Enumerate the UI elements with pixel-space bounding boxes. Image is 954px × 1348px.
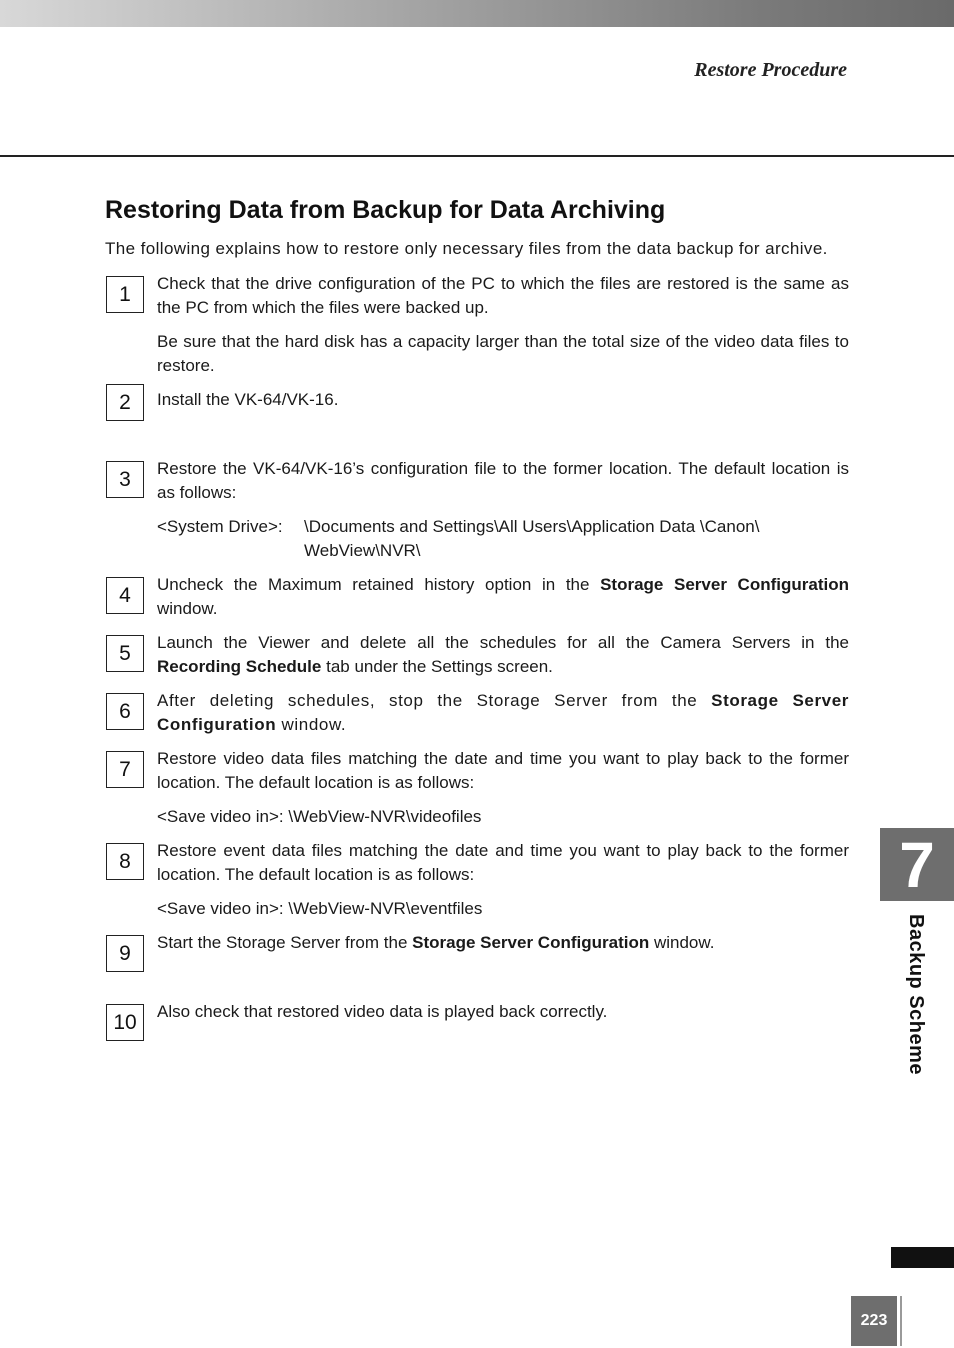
bold-term: Storage Server Configuration <box>600 575 849 594</box>
step-path: <Save video in>: \WebView-NVR\videofiles <box>157 807 482 826</box>
step-4 <box>105 573 849 621</box>
side-marker-block <box>891 1247 954 1268</box>
bold-term: Storage Server Configuration <box>412 933 650 952</box>
section-title: Restoring Data from Backup for Data Archiving <box>105 196 666 224</box>
bold-term: Recording Schedule <box>157 657 322 676</box>
step-text: After deleting schedules, stop the Storage Server from the Storage Server Configuration window. <box>157 691 849 734</box>
top-gradient-bar <box>0 0 954 27</box>
path-label: <System Drive>: <box>157 517 283 536</box>
main-content <box>105 196 849 1034</box>
step-text: Also check that restored video data is played back correctly. <box>157 1002 608 1021</box>
step-number-box: 10 <box>106 1004 144 1041</box>
step-text: Install the VK-64/VK-16. <box>157 390 339 409</box>
step-8 <box>105 839 849 921</box>
step-2 <box>105 388 849 457</box>
step-number-box: 4 <box>106 577 144 614</box>
step-text: Restore video data files matching the date and time you want to play back to the former location. The default location is as follows: <box>157 749 849 792</box>
step-5 <box>105 631 849 679</box>
step-7 <box>105 747 849 829</box>
step-number-box: 5 <box>106 635 144 672</box>
bold-term: Storage Server Configuration <box>157 691 849 734</box>
header-rule <box>0 155 954 157</box>
step-number-box: 7 <box>106 751 144 788</box>
step-10 <box>105 1000 849 1034</box>
step-text: Restore event data files matching the date and time you want to play back to the former location. The default location is as follows: <box>157 841 849 884</box>
step-number-box: 8 <box>106 843 144 880</box>
step-text: Uncheck the Maximum retained history option in the Storage Server Configuration window. <box>157 575 849 618</box>
step-path: <Save video in>: \WebView-NVR\eventfiles <box>157 899 483 918</box>
intro-paragraph: The following explains how to restore only necessary files from the data backup for archive. <box>105 239 828 258</box>
step-number-box: 9 <box>106 935 144 972</box>
step-9 <box>105 931 849 1000</box>
chapter-number-tab: 7 <box>880 828 954 901</box>
step-6 <box>105 689 849 737</box>
step-number-box: 2 <box>106 384 144 421</box>
step-text: Start the Storage Server from the Storage Server Configuration window. <box>157 933 715 952</box>
path-value <box>304 515 849 563</box>
step-3 <box>105 457 849 563</box>
step-1 <box>105 272 849 378</box>
step-number-box: 3 <box>106 461 144 498</box>
step-text: Restore the VK-64/VK-16’s configuration file to the former location. The default location is as follows: <box>157 459 849 502</box>
page-number: 223 <box>851 1296 897 1346</box>
step-number-box: 6 <box>106 693 144 730</box>
step-note: Be sure that the hard disk has a capacity larger than the total size of the video data files to restore. <box>157 332 849 375</box>
step-number-box: 1 <box>106 276 144 313</box>
default-path <box>157 515 849 563</box>
running-head: Restore Procedure <box>694 59 847 81</box>
chapter-label: Backup Scheme <box>905 914 927 1076</box>
path-value-line-2: WebView\NVR\ <box>304 541 421 560</box>
step-text: Check that the drive configuration of the PC to which the files are restored is the same as the PC from which the files were backed up. <box>157 274 849 317</box>
step-text: Launch the Viewer and delete all the schedules for all the Camera Servers in the Recording Schedule tab under the Settings screen. <box>157 633 849 676</box>
path-value-line-1: \Documents and Settings\All Users\Application Data \Canon\ <box>304 517 760 536</box>
